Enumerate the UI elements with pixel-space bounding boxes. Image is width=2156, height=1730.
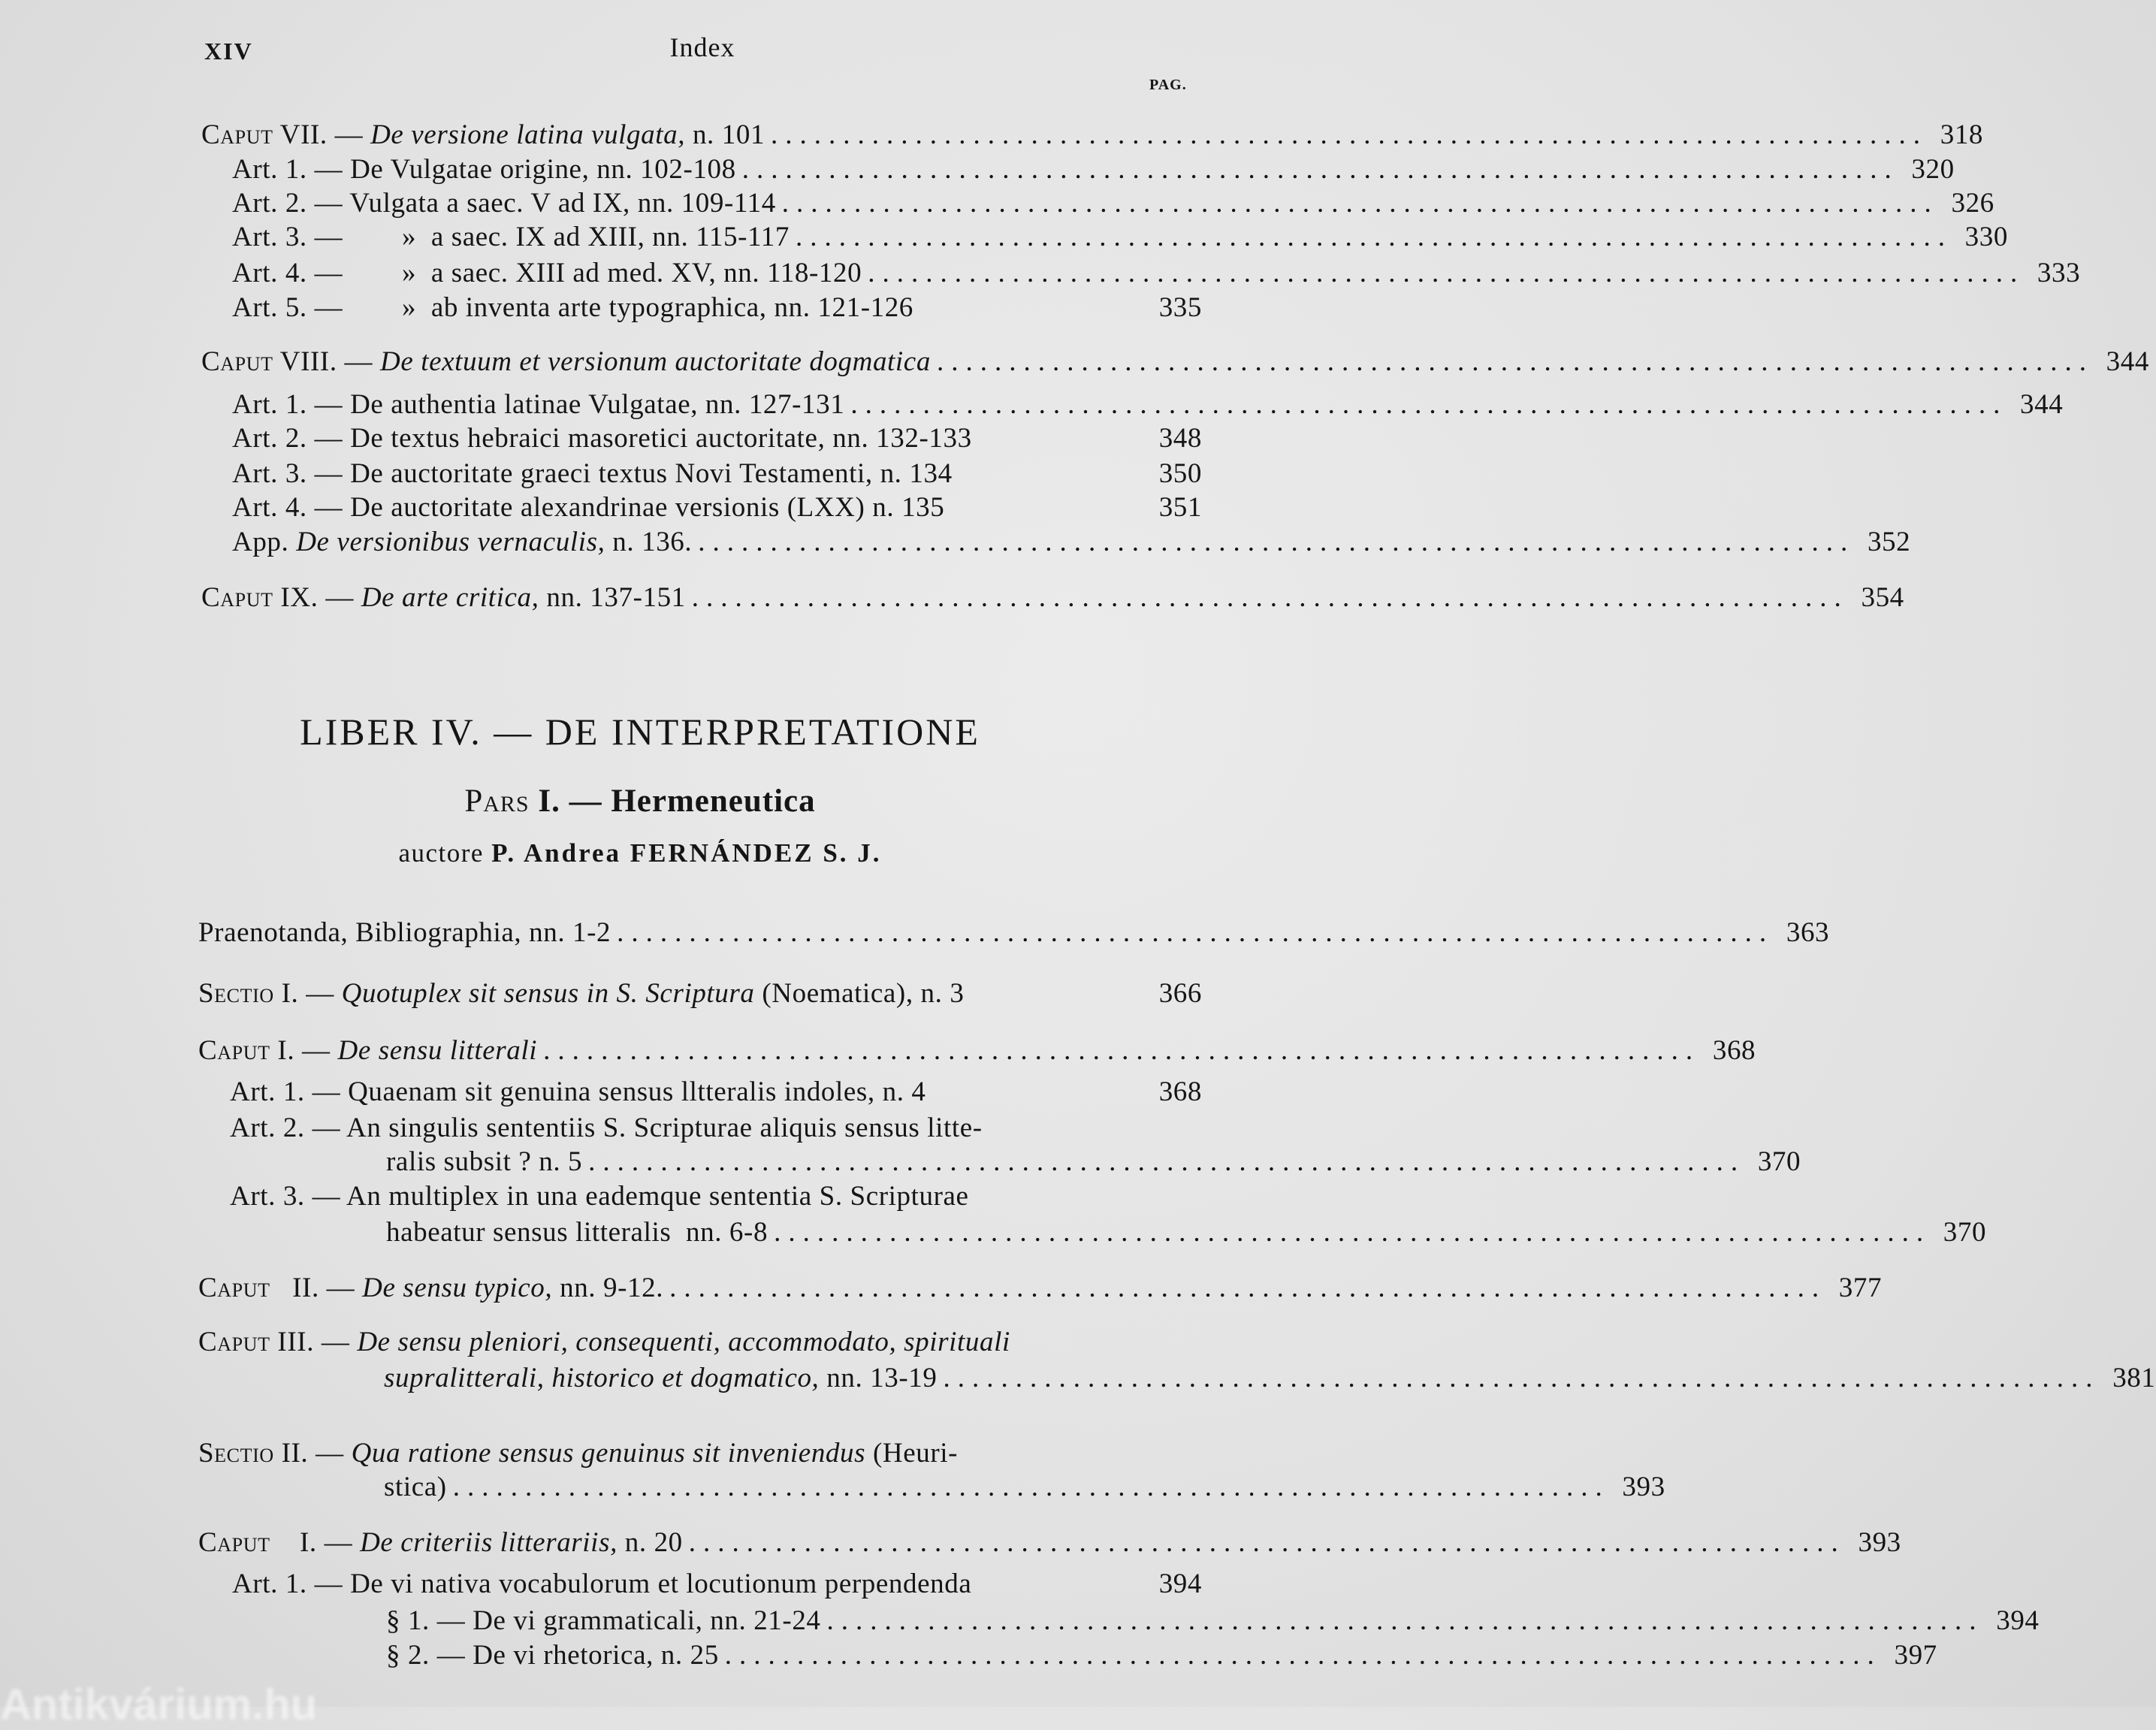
toc-entry xyxy=(232,221,2008,255)
page-number: 350 xyxy=(1158,458,1202,489)
entry-title xyxy=(198,1272,663,1304)
author-line xyxy=(0,838,1280,868)
entry-text: nn. 13-19 xyxy=(819,1363,938,1393)
entry-text: App. xyxy=(232,527,297,557)
entry-title xyxy=(201,119,765,151)
entry-title xyxy=(232,221,790,253)
page-number: 354 xyxy=(1861,582,1904,613)
toc-entry xyxy=(198,1437,1202,1472)
entry-label: Sectio xyxy=(198,1438,274,1469)
entry-title xyxy=(198,977,964,1010)
page-number: 335 xyxy=(1158,292,1202,323)
page-folio: XIV xyxy=(204,38,253,65)
entry-title xyxy=(198,1437,958,1469)
entry-text: stica) xyxy=(384,1472,447,1502)
entry-text: Art. 4. — De auctoritate alexandrinae versionis (LXX) n. 135 xyxy=(232,492,945,523)
entry-title xyxy=(232,257,862,289)
toc-entry xyxy=(198,916,1830,951)
entry-text: (Noematica), n. 3 xyxy=(754,978,965,1009)
entry-title xyxy=(198,1326,1010,1358)
entry-text: habeatur sensus litteralis nn. 6-8 xyxy=(386,1217,768,1248)
entry-title xyxy=(232,457,953,490)
entry-text: Art. 1. — De Vulgatae origine, nn. 102-108 xyxy=(232,154,736,185)
toc-entry xyxy=(232,1568,1202,1602)
entry-title xyxy=(232,1568,971,1600)
dot-leaders: ................................................................................ xyxy=(617,917,1774,948)
entry-title xyxy=(232,291,913,324)
dot-leaders: ................................................................................ xyxy=(543,1035,1701,1066)
entry-title-italic: De versionibus vernaculis, xyxy=(296,527,605,557)
entry-label: Caput xyxy=(198,1327,270,1357)
page-number: 393 xyxy=(1622,1472,1665,1502)
auctore-label: auctore xyxy=(398,838,492,868)
entry-label: Caput xyxy=(201,119,273,150)
author-name: P. Andrea FERNÁNDEZ S. J. xyxy=(491,838,882,868)
page-number: 397 xyxy=(1894,1640,1937,1671)
entry-label: Caput xyxy=(198,1035,270,1066)
entry-title xyxy=(230,1112,983,1144)
entry-text: III. — xyxy=(270,1327,358,1357)
page-number: 393 xyxy=(1858,1527,1901,1558)
entry-text: I. — xyxy=(273,978,342,1009)
page-number: 368 xyxy=(1712,1035,1756,1066)
page-column-label: PAG. xyxy=(1149,77,1187,93)
dot-leaders: ................................................................................ xyxy=(724,1640,1882,1671)
page-number: 370 xyxy=(1757,1146,1801,1177)
dot-leaders: ................................................................................ xyxy=(452,1472,1610,1502)
entry-text: n. 101 xyxy=(685,119,765,150)
toc-entry xyxy=(386,1639,1937,1674)
dot-leaders: ................................................................................ xyxy=(936,346,2094,377)
running-title: Index xyxy=(669,32,735,62)
pars-heading xyxy=(0,783,1280,820)
toc-entry xyxy=(201,346,2149,380)
entry-text: ralis subsit ? n. 5 xyxy=(386,1146,583,1177)
page-number: 394 xyxy=(1158,1568,1202,1599)
entry-title xyxy=(232,422,972,454)
entry-text: I. — xyxy=(270,1527,361,1558)
toc-entry xyxy=(386,1146,1801,1180)
page-number: 351 xyxy=(1158,492,1202,523)
entry-title xyxy=(232,491,944,524)
entry-title xyxy=(198,1034,537,1067)
toc-entry xyxy=(232,457,1202,492)
entry-text: § 1. — De vi grammaticali, nn. 21-24 xyxy=(386,1605,821,1636)
entry-title xyxy=(384,1471,447,1503)
liber-heading: LIBER IV. — DE INTERPRETATIONE xyxy=(300,711,980,753)
toc-entry xyxy=(232,187,1994,222)
page-number: 366 xyxy=(1158,978,1202,1009)
dot-leaders: ................................................................................ xyxy=(774,1217,1931,1248)
entry-label: Sectio xyxy=(198,978,274,1009)
entry-text: n. 136. xyxy=(605,527,693,557)
dot-leaders: ................................................................................ xyxy=(943,1363,2100,1393)
entry-text: Art. 3. — De auctoritate graeci textus Novi Testamenti, n. 134 xyxy=(232,458,953,489)
entry-text: VIII. — xyxy=(273,346,380,377)
entry-title-italic: De textuum et versionum auctoritate dogmatica xyxy=(380,346,931,377)
dot-leaders: ................................................................................ xyxy=(741,154,1899,185)
toc-entry xyxy=(201,119,1984,153)
dot-leaders: ................................................................................ xyxy=(868,258,2025,288)
entry-label: Caput xyxy=(198,1527,270,1558)
entry-title xyxy=(198,916,611,949)
toc-entry xyxy=(198,1326,1202,1360)
entry-title xyxy=(386,1216,768,1248)
entry-title xyxy=(386,1605,821,1637)
entry-text: Art. 3. — » a saec. IX ad XIII, nn. 115-117 xyxy=(232,222,790,252)
dot-leaders: ................................................................................ xyxy=(771,119,1928,150)
entry-label: Caput xyxy=(201,346,273,377)
entry-text: I. — xyxy=(270,1035,338,1066)
dot-leaders: ................................................................................ xyxy=(698,527,1856,557)
page-number: 370 xyxy=(1943,1217,1987,1248)
entry-text: § 2. — De vi rhetorica, n. 25 xyxy=(386,1640,719,1671)
toc-entry xyxy=(198,1034,1756,1069)
dot-leaders: ................................................................................ xyxy=(691,582,1849,613)
page-number: 344 xyxy=(2020,389,2064,420)
entry-text: Art. 1. — De authentia latinae Vulgatae, nn. 127-131 xyxy=(232,389,845,420)
dot-leaders: ................................................................................ xyxy=(850,389,2008,420)
entry-title xyxy=(230,1076,926,1108)
entry-text: II. — xyxy=(270,1273,363,1303)
entry-title-italic: De sensu typico, xyxy=(362,1273,553,1303)
entry-text: Art. 1. — Quaenam sit genuina sensus lltteralis indoles, n. 4 xyxy=(230,1076,926,1107)
entry-text: Art. 1. — De vi nativa vocabulorum et locutionum perpendenda xyxy=(232,1568,972,1599)
dot-leaders: ................................................................................ xyxy=(669,1273,1827,1303)
entry-title xyxy=(198,1526,683,1559)
entry-title xyxy=(232,526,692,558)
entry-title xyxy=(201,581,686,614)
toc-entry xyxy=(198,1526,1901,1561)
entry-text: VII. — xyxy=(273,119,371,150)
dot-leaders: ................................................................................ xyxy=(781,188,1939,219)
dot-leaders: ................................................................................ xyxy=(826,1605,1984,1636)
entry-text: (Heuri- xyxy=(865,1438,959,1469)
page-number: 394 xyxy=(1996,1605,2040,1636)
entry-title xyxy=(232,187,776,219)
entry-title-italic: De versione latina vulgata, xyxy=(370,119,686,150)
entry-title xyxy=(201,346,931,378)
page-number: 368 xyxy=(1158,1076,1202,1107)
page-number: 330 xyxy=(1964,222,2008,252)
entry-text: nn. 9-12. xyxy=(552,1273,664,1303)
page-number: 344 xyxy=(2106,346,2149,377)
toc-entry xyxy=(198,977,1202,1012)
entry-title-italic: De sensu litterali xyxy=(337,1035,538,1066)
page-number: 348 xyxy=(1158,423,1202,454)
entry-title-italic: Qua ratione sensus genuinus sit inveniendus xyxy=(351,1438,866,1469)
toc-entry xyxy=(230,1076,1202,1110)
entry-title xyxy=(384,1362,938,1394)
entry-title-italic: De sensu pleniori, consequenti, accommodato, spirituali xyxy=(357,1327,1010,1357)
dot-leaders: ................................................................................ xyxy=(795,222,1952,252)
page-number: 318 xyxy=(1940,119,1984,150)
entry-title-italic: De criteriis litterariis, xyxy=(360,1527,618,1558)
entry-text: II. — xyxy=(273,1438,352,1469)
entry-text: Art. 2. — An singulis sententiis S. Scripturae aliquis sensus litte- xyxy=(230,1113,983,1143)
entry-text: Art. 5. — » ab inventa arte typographica, nn. 121-126 xyxy=(232,292,913,323)
page-number: 381 xyxy=(2112,1363,2156,1393)
toc-entry xyxy=(232,491,1202,526)
toc-entry xyxy=(232,257,2081,291)
entry-text: IX. — xyxy=(273,582,361,613)
entry-title xyxy=(232,388,844,421)
page-number: 320 xyxy=(1911,154,1955,185)
entry-text: Art. 2. — De textus hebraici masoretici auctoritate, nn. 132-133 xyxy=(232,423,972,454)
toc-entry xyxy=(232,422,1202,457)
entry-text: n. 20 xyxy=(617,1527,683,1558)
toc-entry xyxy=(232,388,2064,423)
entry-label: Caput xyxy=(198,1273,270,1303)
toc-entry xyxy=(232,526,1911,560)
entry-text: Praenotanda, Bibliographia, nn. 1-2 xyxy=(198,917,611,948)
toc-entry xyxy=(230,1112,1202,1146)
toc-entry xyxy=(198,1272,1883,1306)
page-number: 333 xyxy=(2037,258,2081,288)
toc-entry xyxy=(384,1362,2156,1396)
entry-text: nn. 137-151 xyxy=(539,582,686,613)
dot-leaders: ................................................................................ xyxy=(688,1527,1846,1558)
entry-text: Art. 3. — An multiplex in una eademque sententia S. Scripturae xyxy=(230,1181,969,1212)
entry-title-italic: De arte critica, xyxy=(361,582,539,613)
entry-text: Art. 4. — » a saec. XIII ad med. XV, nn. 118-120 xyxy=(232,258,862,288)
watermark: Antikvárium.hu xyxy=(0,1680,318,1729)
pars-title: I. — Hermeneutica xyxy=(529,783,816,819)
page-number: 363 xyxy=(1786,917,1830,948)
dot-leaders: ................................................................................ xyxy=(588,1146,1746,1177)
entry-title xyxy=(386,1639,719,1671)
entry-title xyxy=(386,1146,582,1178)
toc-entry xyxy=(232,291,1202,326)
pars-label: Pars xyxy=(464,783,530,819)
toc-entry xyxy=(386,1605,2040,1639)
entry-title-italic: supralitterali, historico et dogmatico, xyxy=(384,1363,820,1393)
page-number: 326 xyxy=(1951,188,1994,219)
toc-entry xyxy=(384,1471,1665,1505)
entry-title-italic: Quotuplex sit sensus in S. Scriptura xyxy=(341,978,755,1009)
entry-text: Art. 2. — Vulgata a saec. V ad IX, nn. 109-114 xyxy=(232,188,776,219)
page-number: 377 xyxy=(1838,1273,1883,1303)
toc-entry xyxy=(201,581,1904,616)
entry-label: Caput xyxy=(201,582,273,613)
toc-entry xyxy=(232,153,1955,188)
page-number: 352 xyxy=(1867,527,1911,557)
toc-entry xyxy=(230,1180,1202,1215)
toc-entry xyxy=(386,1216,1987,1251)
entry-title xyxy=(232,153,736,186)
entry-title xyxy=(230,1180,969,1212)
